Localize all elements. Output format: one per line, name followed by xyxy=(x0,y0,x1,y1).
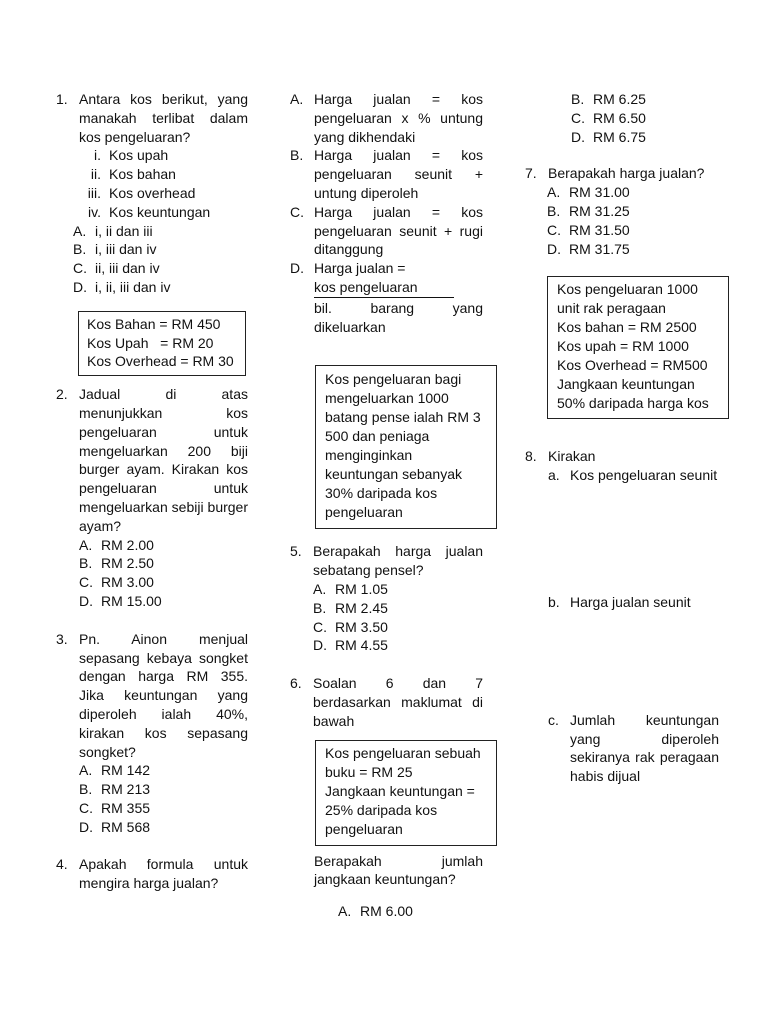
option-a: A. RM 31.00 xyxy=(547,184,630,201)
option-a: A. i, ii dan iii xyxy=(73,222,153,239)
option-d: D. i, ii, iii dan iv xyxy=(73,278,171,295)
roman-item: i. Kos upah xyxy=(94,147,169,164)
question-4: 4. Apakah formula untuk mengira harga jualan? xyxy=(56,856,248,892)
option-b: B. RM 2.50 xyxy=(79,555,154,572)
option-c: C. RM 3.50 xyxy=(313,618,388,635)
option-c: C. RM 3.00 xyxy=(79,574,154,591)
option-b: B. Harga jualan = kos pengeluaran seunit + untung diperoleh xyxy=(290,147,483,201)
column-3 xyxy=(525,90,719,786)
option-a: A. RM 6.00 xyxy=(338,903,413,920)
option-c: C. Harga jualan = kos pengeluaran seunit + rugi ditanggung xyxy=(290,203,483,258)
question-text: Pn. Ainon menjual sepasang kebaya songket dengan harga RM 355. Jika keuntungan yang diperoleh ialah 40%, kirakan kos sepasang songket? xyxy=(79,630,248,760)
sub-question-b: b. Harga jualan seunit xyxy=(548,593,691,610)
option-d: D. RM 4.55 xyxy=(313,637,388,654)
column-1 xyxy=(56,90,248,893)
sub-question-c: c. Jumlah keuntungan yang diperoleh sekiranya rak peragaan habis dijual xyxy=(548,711,719,785)
answer-options xyxy=(547,183,719,258)
fraction-numerator: kos pengeluaran xyxy=(314,278,454,298)
info-box-pencil: Kos pengeluaran bagi mengeluarkan 1000 batang pense ialah RM 3 500 dan peniaga menginginkan keuntungan sebanyak 30% daripada kos pengeluaran xyxy=(315,365,497,529)
question-text: Kirakan xyxy=(548,448,596,465)
answer-options xyxy=(73,222,248,297)
question-6-options xyxy=(571,90,719,146)
info-box-cost: Kos Bahan = RM 450 Kos Upah = RM 20 Kos Overhead = RM 30 xyxy=(78,311,246,376)
option-b: B. RM 2.45 xyxy=(313,599,388,616)
question-text: Soalan 6 dan 7 berdasarkan maklumat di bawah xyxy=(313,675,483,729)
fraction-denominator: bil. barang yang dikeluarkan xyxy=(314,299,483,335)
answer-options xyxy=(79,536,248,611)
option-c: C. ii, iii dan iv xyxy=(73,260,160,277)
option-a: A. Harga jualan = kos pengeluaran x % untung yang dikhendaki xyxy=(290,91,483,145)
question-3: 3. Pn. Ainon menjual sepasang kebaya songket dengan harga RM 355. Jika keuntungan yang diperoleh ialah 40%, kirakan kos sepasang songket? A. RM 142 B. RM 213 C. RM 355 D. RM 568 xyxy=(56,630,248,835)
option-b: B. RM 213 xyxy=(79,781,151,798)
question-6-continued xyxy=(290,852,483,921)
option-d: D. RM 568 xyxy=(79,818,151,835)
option-c: C. RM 6.50 xyxy=(571,109,646,126)
question-text: Berapakah harga jualan sebatang pensel? xyxy=(313,543,483,579)
option-d: D. RM 6.75 xyxy=(571,128,646,145)
sub-question-a: a. Kos pengeluaran seunit xyxy=(548,467,718,484)
question-7: 7. Berapakah harga jualan? A. RM 31.00 B. RM 31.25 C. RM 31.50 D. RM 31.75 xyxy=(525,164,719,258)
info-box-rack: Kos pengeluaran 1000 unit rak peragaan Kos bahan = RM 2500 Kos upah = RM 1000 Kos Overhead = RM500 Jangkaan keuntungan 50% daripada harga kos xyxy=(547,276,729,419)
option-c: C. RM 355 xyxy=(79,799,151,816)
question-1 xyxy=(56,90,248,297)
option-b: B. RM 31.25 xyxy=(547,202,630,219)
question-2: 2. Jadual di atas menunjukkan kos pengeluaran untuk mengeluarkan 200 biji burger ayam. Kirakan kos pengeluaran untuk mengeluarkan sebiji burger ayam? A. RM 2.00 B. RM 2.50 C. RM 3.00 D. RM 15.00 xyxy=(56,386,248,609)
option-c: C. RM 31.50 xyxy=(547,221,630,238)
question-4-options xyxy=(290,90,483,336)
option-d: D. RM 31.75 xyxy=(547,240,630,257)
answer-options xyxy=(79,761,248,836)
option-b: B. i, iii dan iv xyxy=(73,241,157,258)
question-text: Antara kos berikut, yang manakah terlibat dalam kos pengeluaran? xyxy=(79,91,248,145)
column-2 xyxy=(290,90,483,921)
question-text: Berapakah harga jualan? xyxy=(548,165,705,182)
option-b: B. RM 6.25 xyxy=(571,91,646,107)
roman-item: iii. Kos overhead xyxy=(87,184,196,201)
roman-item: ii. Kos bahan xyxy=(90,166,176,183)
option-d: D. Harga jualan = kos pengeluaran bil. barang yang dikeluarkan xyxy=(290,260,483,335)
question-number: 1. xyxy=(56,91,68,107)
question-8: 8. Kirakan a. Kos pengeluaran seunit b. Harga jualan seunit c. Jumlah keuntungan yang diperoleh sekiranya rak peragaan habis dijual xyxy=(525,448,719,785)
option-a: A. RM 1.05 xyxy=(313,580,388,597)
roman-item: iv. Kos keuntungan xyxy=(88,203,211,220)
question-text: Apakah formula untuk mengira harga jualan? xyxy=(79,856,248,892)
info-box-book: Kos pengeluaran sebuah buku = RM 25 Jangkaan keuntungan = 25% daripada kos pengeluaran xyxy=(315,740,497,846)
answer-options xyxy=(313,580,483,655)
question-text: Berapakah jumlah jangkaan keuntungan? xyxy=(314,852,483,888)
option-d: D. RM 15.00 xyxy=(79,592,162,609)
question-6: 6. Soalan 6 dan 7 berdasarkan maklumat di bawah xyxy=(290,675,483,729)
option-a: A. RM 2.00 xyxy=(79,536,154,553)
question-5: 5. Berapakah harga jualan sebatang pensel? A. RM 1.05 B. RM 2.45 C. RM 3.50 D. RM 4.55 xyxy=(290,543,483,654)
question-text: Jadual di atas menunjukkan kos pengeluaran untuk mengeluarkan 200 biji burger ayam. Kirakan kos pengeluaran untuk mengeluarkan sebiji burger ayam? xyxy=(79,386,248,534)
option-a: A. RM 142 xyxy=(79,762,151,779)
